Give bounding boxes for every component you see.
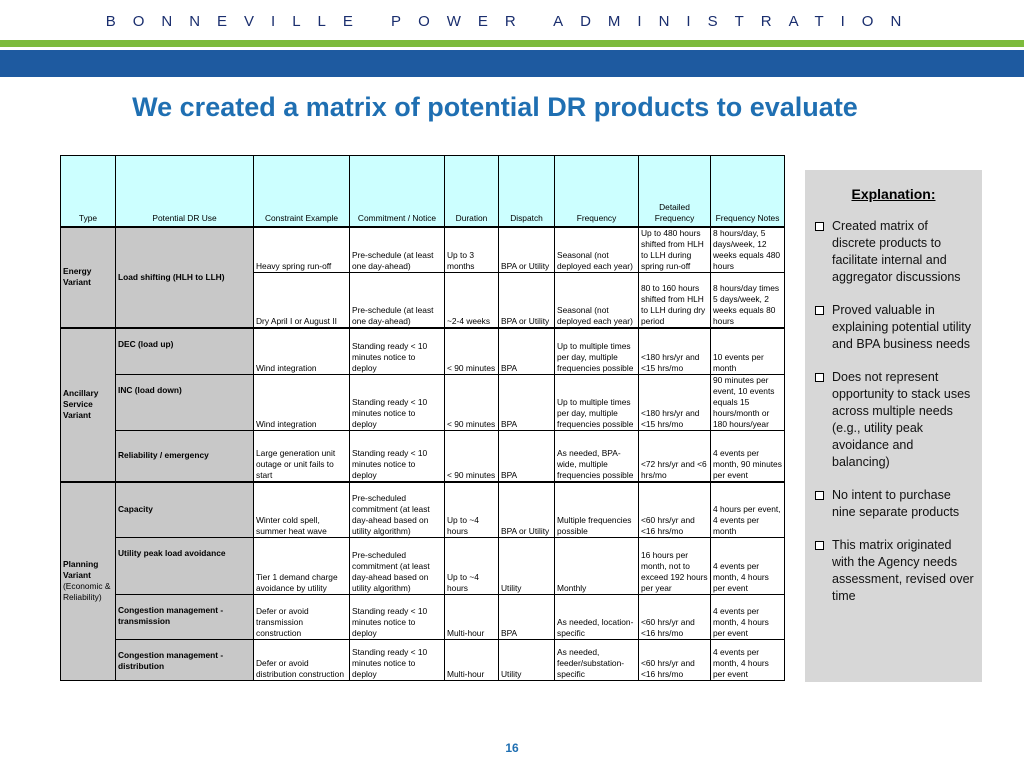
organization-name: BONNEVILLE POWER ADMINISTRATION [105,13,919,30]
frequency-notes-cell: 4 events per month, 90 minutes per event [711,431,785,482]
dr-use-reliability-emergency: Reliability / emergency [116,431,254,482]
dr-use-congestion-transmission: Congestion management - transmission [116,595,254,640]
header-commitment-notice: Commitment / Notice [350,156,445,228]
table-row [61,482,785,538]
group-label: Energy Variant [63,266,92,288]
dr-use-load-shifting: Load shifting (HLH to LLH) [116,227,254,328]
dr-use-capacity: Capacity [116,482,254,538]
table-row [61,640,785,681]
group-energy-variant [61,227,116,328]
frequency-cell: Up to multiple times per day, multiple frequencies possible [555,375,639,431]
constraint-cell: Defer or avoid distribution construction [254,640,350,681]
checkbox-bullet-icon [815,222,824,231]
constraint-cell: Tier 1 demand charge avoidance by utility [254,538,350,595]
bullet-text: Does not represent opportunity to stack uses across multiple needs (e.g., utility peak avoidance and balancing) [832,370,971,469]
detailed-frequency-cell: <60 hrs/yr and <16 hrs/mo [639,482,711,538]
constraint-cell: Heavy spring run-off [254,227,350,273]
frequency-notes-cell: 4 events per month, 4 hours per event [711,595,785,640]
bullet-text: Created matrix of discrete products to facilitate internal and aggregator discussions [832,219,961,284]
duration-cell: Up to ~4 hours [445,538,499,595]
duration-cell: < 90 minutes [445,375,499,431]
frequency-cell: Multiple frequencies possible [555,482,639,538]
frequency-cell: Seasonal (not deployed each year) [555,273,639,328]
duration-cell: Multi-hour [445,640,499,681]
frequency-notes-cell: 4 events per month, 4 hours per event [711,640,785,681]
explanation-heading: Explanation: [851,186,936,202]
table-row [61,328,785,375]
frequency-notes-cell: 10 events per month [711,328,785,375]
detailed-frequency-cell: 16 hours per month, not to exceed 192 hours per year [639,538,711,595]
bullet-text: This matrix originated with the Agency needs assessment, revised over time [832,538,974,603]
dispatch-cell: BPA or Utility [499,227,555,273]
detailed-frequency-cell: <180 hrs/yr and <15 hrs/mo [639,375,711,431]
duration-cell: Up to 3 months [445,227,499,273]
table-row [61,227,785,273]
commitment-cell: Standing ready < 10 minutes notice to deploy [350,328,445,375]
group-label: Ancillary Service Variant [63,388,99,420]
dispatch-cell: BPA or Utility [499,482,555,538]
header-potential-dr-use: Potential DR Use [116,156,254,228]
duration-cell: Multi-hour [445,595,499,640]
frequency-notes-cell: 4 events per month, 4 hours per event [711,538,785,595]
detailed-frequency-cell: <180 hrs/yr and <15 hrs/mo [639,328,711,375]
dispatch-cell: BPA or Utility [499,273,555,328]
constraint-cell: Wind integration [254,375,350,431]
page-number: 16 [505,741,519,755]
checkbox-bullet-icon [815,541,824,550]
dispatch-cell: Utility [499,538,555,595]
frequency-cell: Seasonal (not deployed each year) [555,227,639,273]
bullet-text: No intent to purchase nine separate products [832,488,960,519]
checkbox-bullet-icon [815,373,824,382]
detailed-frequency-cell: <72 hrs/yr and <6 hrs/mo [639,431,711,482]
checkbox-bullet-icon [815,306,824,315]
dispatch-cell: BPA [499,595,555,640]
explanation-bullet [815,369,974,471]
dispatch-cell: BPA [499,328,555,375]
frequency-cell: As needed, BPA-wide, multiple frequencies possible [555,431,639,482]
dr-use-inc-load-down: INC (load down) [116,375,254,431]
header-type: Type [61,156,116,228]
blue-divider-bar [0,50,1024,77]
header-dispatch: Dispatch [499,156,555,228]
table-header-row [61,156,785,228]
slide-title: We created a matrix of potential DR products to evaluate [132,92,858,122]
explanation-panel [805,170,982,682]
header-duration: Duration [445,156,499,228]
frequency-notes-cell: 4 hours per event, 4 events per month [711,482,785,538]
dr-use-dec-load-up: DEC (load up) [116,328,254,375]
commitment-cell: Standing ready < 10 minutes notice to deploy [350,595,445,640]
explanation-bullet [815,218,974,286]
checkbox-bullet-icon [815,491,824,500]
table-row [61,431,785,482]
bullet-text: Proved valuable in explaining potential utility and BPA business needs [832,303,971,351]
group-label: Planning Variant [63,559,99,581]
frequency-cell: Up to multiple times per day, multiple frequencies possible [555,328,639,375]
explanation-list [805,218,982,605]
dispatch-cell: BPA [499,375,555,431]
commitment-cell: Pre-scheduled commitment (at least day-ahead based on utility algorithm) [350,538,445,595]
constraint-cell: Defer or avoid transmission construction [254,595,350,640]
explanation-bullet [815,537,974,605]
detailed-frequency-cell: <60 hrs/yr and <16 hrs/mo [639,640,711,681]
detailed-frequency-cell: <60 hrs/yr and <16 hrs/mo [639,595,711,640]
header-detailed-frequency: Detailed Frequency [639,156,711,228]
commitment-cell: Standing ready < 10 minutes notice to deploy [350,375,445,431]
explanation-bullet [815,487,974,521]
dispatch-cell: BPA [499,431,555,482]
duration-cell: ~2-4 weeks [445,273,499,328]
dispatch-cell: Utility [499,640,555,681]
frequency-notes-cell: 8 hours/day times 5 days/week, 2 weeks equals 80 hours [711,273,785,328]
commitment-cell: Pre-schedule (at least one day-ahead) [350,227,445,273]
detailed-frequency-cell: 80 to 160 hours shifted from HLH to LLH during dry period [639,273,711,328]
table-row [61,595,785,640]
commitment-cell: Pre-scheduled commitment (at least day-ahead based on utility algorithm) [350,482,445,538]
frequency-cell: Monthly [555,538,639,595]
duration-cell: < 90 minutes [445,431,499,482]
frequency-notes-cell: 8 hours/day, 5 days/week, 12 weeks equals 480 hours [711,227,785,273]
constraint-cell: Dry April I or August II [254,273,350,328]
constraint-cell: Large generation unit outage or unit fails to start [254,431,350,482]
header-banner [0,0,1024,40]
dr-products-matrix [60,155,785,681]
group-ancillary-service-variant [61,328,116,482]
commitment-cell: Standing ready < 10 minutes notice to deploy [350,640,445,681]
explanation-bullet [815,302,974,353]
frequency-cell: As needed, feeder/substation-specific [555,640,639,681]
duration-cell: < 90 minutes [445,328,499,375]
duration-cell: Up to ~4 hours [445,482,499,538]
table-row [61,375,785,431]
group-planning-variant [61,482,116,681]
header-frequency-notes: Frequency Notes [711,156,785,228]
constraint-cell: Wind integration [254,328,350,375]
detailed-frequency-cell: Up to 480 hours shifted from HLH to LLH during spring run-off [639,227,711,273]
group-note: (Economic & Reliability) [63,581,111,603]
table-row [61,538,785,595]
commitment-cell: Standing ready < 10 minutes notice to deploy [350,431,445,482]
commitment-cell: Pre-schedule (at least one day-ahead) [350,273,445,328]
header-constraint-example: Constraint Example [254,156,350,228]
dr-use-congestion-distribution: Congestion management - distribution [116,640,254,681]
frequency-notes-cell: 90 minutes per event, 10 events equals 15 hours/month or 180 hours/year [711,375,785,431]
constraint-cell: Winter cold spell, summer heat wave [254,482,350,538]
green-divider-bar [0,40,1024,47]
frequency-cell: As needed, location-specific [555,595,639,640]
header-frequency: Frequency [555,156,639,228]
dr-use-utility-peak-load-avoidance: Utility peak load avoidance [116,538,254,595]
